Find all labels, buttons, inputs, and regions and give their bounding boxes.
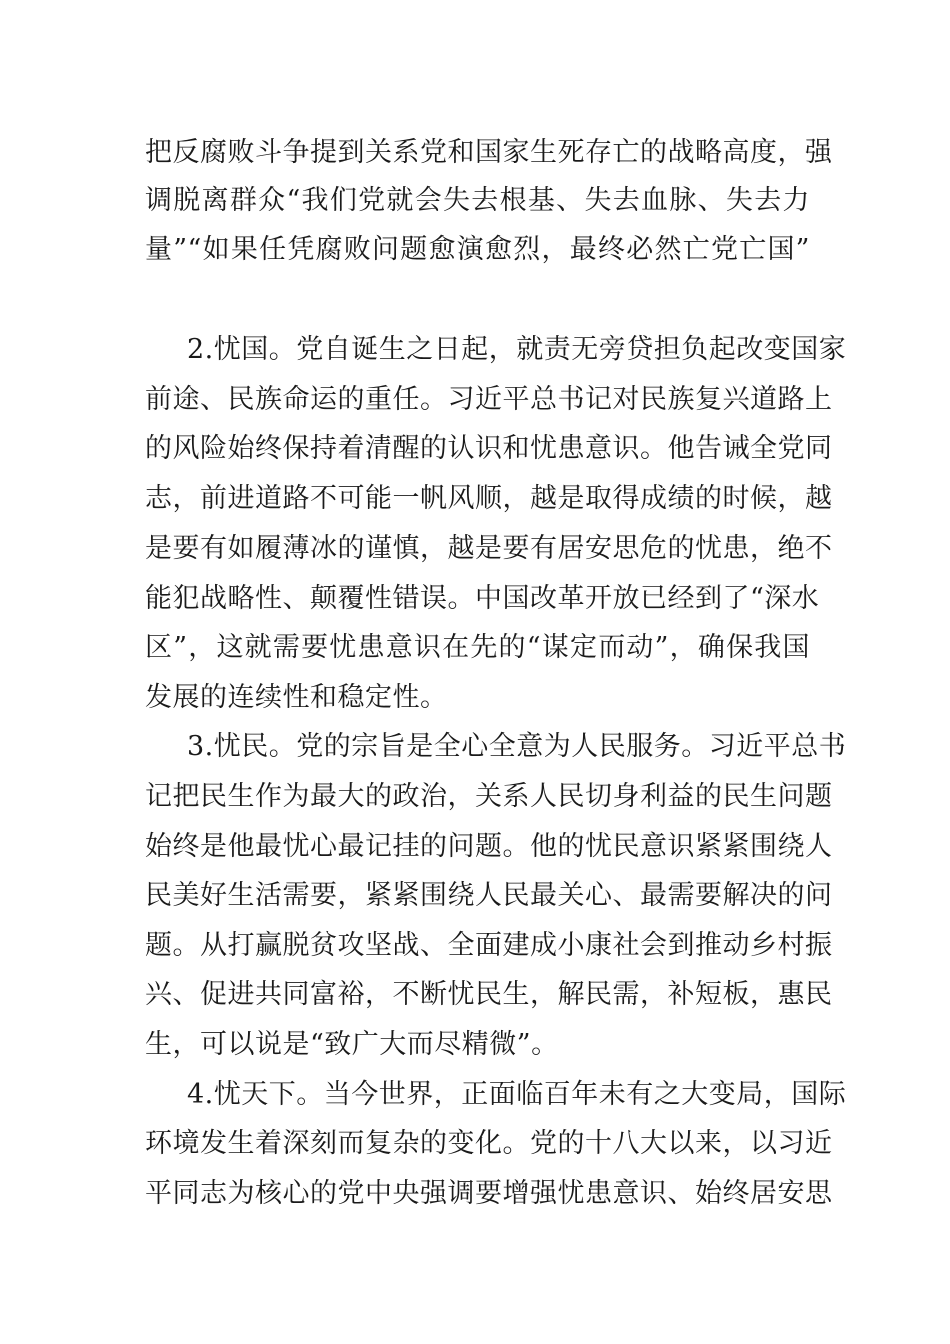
text-line: 量”“如果任凭腐败问题愈演愈烈，最终必然亡党亡国”: [145, 234, 810, 265]
text-line: 前途、民族命运的重任。习近平总书记对民族复兴道路上: [145, 384, 833, 415]
text-line: 区”，这就需要忧患意识在先的“谋定而动”，确保我国: [145, 632, 810, 663]
text-line: 兴、促进共同富裕，不断忧民生，解民需，补短板，惠民: [145, 979, 833, 1010]
text-line: 发展的连续性和稳定性。: [145, 682, 448, 713]
paragraph-start-line: 3.忧民。党的宗旨是全心全意为人民服务。习近平总书: [187, 731, 847, 762]
paragraph-start-line: 2.忧国。党自诞生之日起，就责无旁贷担负起改变国家: [187, 334, 847, 365]
text-line: 是要有如履薄冰的谨慎，越是要有居安思危的忧患，绝不: [145, 533, 833, 564]
paragraph-start-line: 4.忧天下。当今世界，正面临百年未有之大变局，国际: [187, 1079, 847, 1110]
text-line: 把反腐败斗争提到关系党和国家生死存亡的战略高度，强: [145, 137, 833, 168]
text-line: 志，前进道路不可能一帆风顺，越是取得成绩的时候，越: [145, 483, 833, 514]
text-line: 生，可以说是“致广大而尽精微”。: [145, 1029, 559, 1060]
text-line: 的风险始终保持着清醒的认识和忧患意识。他告诫全党同: [145, 433, 833, 464]
text-line: 调脱离群众“我们党就会失去根基、失去血脉、失去力: [145, 185, 810, 216]
text-line: 题。从打赢脱贫攻坚战、全面建成小康社会到推动乡村振: [145, 930, 833, 961]
text-line: 始终是他最忧心最记挂的问题。他的忧民意识紧紧围绕人: [145, 831, 833, 862]
text-line: 民美好生活需要，紧紧围绕人民最关心、最需要解决的问: [145, 880, 833, 911]
text-line: 平同志为核心的党中央强调要增强忧患意识、始终居安思: [145, 1178, 833, 1209]
text-line: 能犯战略性、颠覆性错误。中国改革开放已经到了“深水: [145, 583, 820, 614]
text-line: 环境发生着深刻而复杂的变化。党的十八大以来，以习近: [145, 1128, 833, 1159]
text-line: 记把民生作为最大的政治，关系人民切身利益的民生问题: [145, 781, 833, 812]
